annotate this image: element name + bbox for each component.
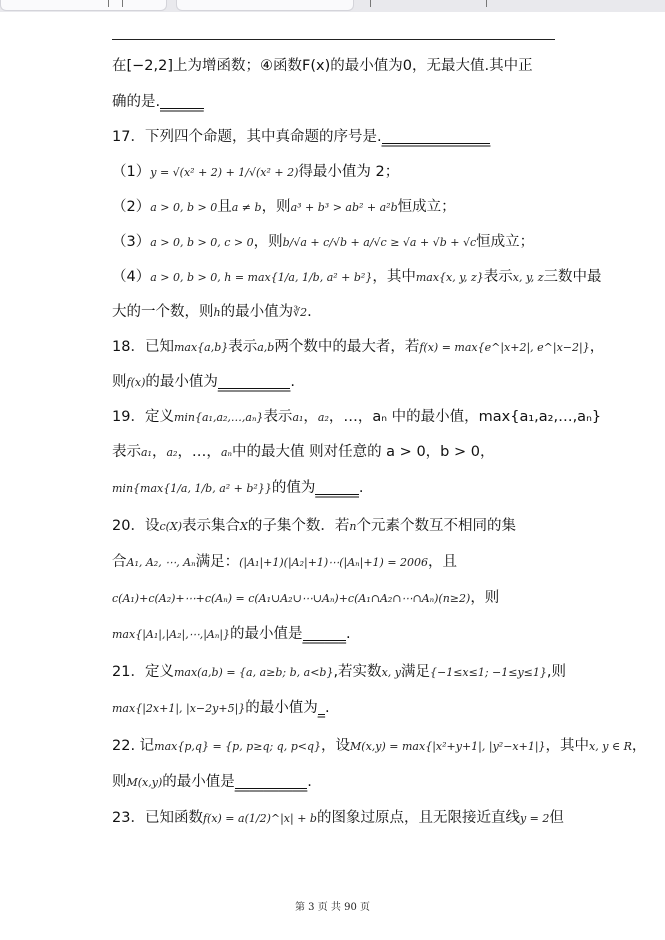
text-line bbox=[112, 337, 605, 358]
text-line bbox=[112, 197, 557, 218]
answer-blank: _ bbox=[317, 702, 326, 718]
text-line bbox=[112, 588, 557, 609]
text-span: 在[−2,2]上为增函数；④函数F(x)的最小值为0，无最大值.其中正 bbox=[112, 58, 533, 74]
answer-blank: __________ bbox=[234, 776, 308, 792]
math-expression: y = √(x² + 2) + 1/√(x² + 2) bbox=[150, 166, 299, 179]
text-span: 表示 bbox=[483, 269, 513, 285]
text-span: 的最小值为 bbox=[145, 374, 218, 390]
text-span: ，则 bbox=[470, 590, 500, 606]
math-expression: aₙ bbox=[220, 446, 232, 459]
text-span: 得最小值为 2； bbox=[298, 164, 400, 180]
text-line bbox=[112, 624, 557, 645]
text-span: . bbox=[307, 304, 312, 320]
text-line bbox=[112, 232, 557, 253]
text-line bbox=[112, 552, 557, 573]
text-span: 表示 bbox=[112, 444, 141, 460]
math-expression: a > 0, b > 0 bbox=[150, 201, 218, 214]
text-span: . bbox=[155, 94, 161, 110]
text-span: 18．已知 bbox=[112, 339, 174, 355]
tab-divider bbox=[370, 0, 371, 7]
text-span: 恒成立； bbox=[476, 234, 535, 250]
text-span: . bbox=[376, 129, 382, 145]
text-span: ，…， bbox=[177, 444, 221, 460]
math-expression: max{|2x+1|, |x−2y+5|} bbox=[112, 702, 246, 715]
math-expression: max{|A₁|,|A₂|,⋯,|Aₙ|} bbox=[112, 628, 231, 641]
text-span: 22. 记 bbox=[112, 738, 155, 754]
text-line bbox=[112, 478, 557, 499]
text-span: ，设 bbox=[321, 738, 351, 754]
text-span: 19．定义 bbox=[112, 409, 174, 425]
header-rule bbox=[112, 39, 555, 40]
answer-blank: ______ bbox=[302, 628, 347, 644]
text-span: 且 bbox=[217, 199, 232, 215]
browser-tab[interactable] bbox=[0, 0, 167, 11]
math-expression: n bbox=[349, 520, 357, 533]
text-span: 中的最大值 则对任意的 a > 0，b > 0， bbox=[231, 444, 495, 460]
text-span: 满足 bbox=[400, 664, 430, 680]
text-span: 三数中最 bbox=[543, 269, 602, 285]
text-span: ，则 bbox=[261, 199, 291, 215]
text-span: 的子集个数．若 bbox=[247, 518, 350, 534]
text-span: （1） bbox=[112, 164, 151, 180]
answer-blank: ______ bbox=[315, 482, 359, 498]
text-span: ，其中 bbox=[372, 269, 416, 285]
text-span: ,若实数 bbox=[333, 664, 382, 680]
text-span: 两个数中的最大者，若 bbox=[274, 339, 420, 355]
text-span: 的最小值为 bbox=[245, 700, 318, 716]
math-expression: a₂ bbox=[317, 411, 329, 424]
tab-divider bbox=[108, 0, 109, 7]
math-expression: x, y, z bbox=[512, 271, 544, 284]
math-expression: a³ + b³ > ab² + a²b bbox=[290, 201, 398, 214]
math-expression: b/√a + c/√b + a/√c ≥ √a + √b + √c bbox=[282, 236, 477, 249]
math-expression: a,b bbox=[257, 341, 275, 354]
math-expression: x, y bbox=[381, 666, 401, 679]
text-span: 合 bbox=[112, 554, 127, 570]
math-expression: y = 2 bbox=[519, 812, 550, 825]
text-span: ， bbox=[631, 738, 647, 754]
text-span: 确的是 bbox=[112, 94, 156, 110]
math-expression: M(x,y) bbox=[126, 776, 163, 789]
document-page bbox=[0, 12, 665, 940]
text-span: 20．设 bbox=[112, 518, 160, 534]
text-span: ，且 bbox=[428, 554, 458, 570]
math-expression: f(x) bbox=[126, 376, 146, 389]
math-expression: c(X) bbox=[159, 520, 183, 533]
math-expression: a ≠ b bbox=[231, 201, 262, 214]
text-span: 21．定义 bbox=[112, 664, 174, 680]
text-span: 个元素个数互不相同的集 bbox=[356, 518, 516, 534]
text-span: （2） bbox=[112, 199, 151, 215]
page-footer: 第 3 页 共 90 页 bbox=[295, 902, 370, 913]
text-line bbox=[112, 267, 602, 288]
text-span: 恒成立； bbox=[397, 199, 456, 215]
text-span: ， bbox=[589, 339, 605, 355]
text-line bbox=[112, 808, 564, 829]
text-span: 的最小值为 bbox=[220, 304, 294, 320]
text-span: 但 bbox=[549, 810, 564, 826]
math-expression: a > 0, b > 0, h = max{1/a, 1/b, a² + b²} bbox=[150, 271, 373, 284]
text-line bbox=[112, 372, 557, 393]
text-line bbox=[112, 442, 557, 463]
text-line bbox=[112, 302, 557, 323]
math-expression: A₁, A₂, ⋯, Aₙ bbox=[126, 556, 196, 569]
text-span: 的图象过原点，且无限接近直线 bbox=[316, 810, 520, 826]
text-span: . bbox=[358, 480, 364, 496]
text-line bbox=[112, 56, 557, 76]
text-span: 表示集合 bbox=[182, 518, 241, 534]
text-span: ，则 bbox=[253, 234, 283, 250]
math-expression: min{a₁,a₂,…,aₙ} bbox=[173, 411, 264, 424]
text-span: ,则 bbox=[546, 664, 567, 680]
math-expression: max{p,q} = {p, p≥q; q, p<q} bbox=[154, 740, 322, 753]
math-expression: max{x, y, z} bbox=[415, 271, 484, 284]
text-span: 的值为 bbox=[271, 480, 316, 496]
text-span: . bbox=[346, 626, 351, 642]
tab-divider bbox=[486, 0, 487, 7]
text-span: （3） bbox=[112, 234, 151, 250]
text-span: 满足： bbox=[195, 554, 240, 570]
math-expression: f(x) = max{e^|x+2|, e^|x−2|} bbox=[419, 341, 590, 354]
math-expression: h bbox=[213, 306, 221, 319]
text-span: 的最小值是 bbox=[162, 774, 235, 790]
answer-blank: _______________ bbox=[381, 131, 491, 147]
answer-blank: __________ bbox=[217, 376, 291, 392]
tab-divider bbox=[122, 0, 123, 7]
text-span: . bbox=[290, 374, 295, 390]
math-expression: min{max{1/a, 1/b, a² + b²}} bbox=[112, 482, 272, 495]
text-span: . bbox=[307, 774, 312, 790]
text-span: 17．下列四个命题，其中真命题的序号是 bbox=[112, 129, 377, 145]
text-span: 的最小值是 bbox=[230, 626, 303, 642]
text-span: 大的一个数，则 bbox=[112, 304, 214, 320]
text-span: 表示 bbox=[263, 409, 293, 425]
text-line bbox=[112, 698, 557, 719]
text-line bbox=[112, 162, 557, 183]
text-span: 则 bbox=[112, 774, 127, 790]
math-expression: M(x,y) = max{|x²+y+1|, |y²−x+1|} bbox=[350, 740, 546, 753]
text-span: ， bbox=[303, 409, 318, 425]
text-line bbox=[112, 407, 602, 428]
browser-tab[interactable] bbox=[176, 0, 354, 11]
math-expression: a₂ bbox=[166, 446, 178, 459]
text-line bbox=[112, 92, 557, 112]
math-expression: max(a,b) = {a, a≥b; b, a<b} bbox=[173, 666, 334, 679]
math-expression: f(x) = a(1/2)^|x| + b bbox=[202, 812, 317, 825]
text-line bbox=[112, 127, 557, 147]
text-span: ，其中 bbox=[545, 738, 590, 754]
text-line bbox=[112, 772, 557, 793]
text-span: . bbox=[325, 700, 330, 716]
text-span: ， bbox=[151, 444, 167, 460]
math-expression: a₁ bbox=[292, 411, 304, 424]
text-line bbox=[112, 736, 647, 757]
answer-blank: ______ bbox=[160, 96, 204, 112]
text-span: 23．已知函数 bbox=[112, 810, 203, 826]
math-expression: max{a,b} bbox=[173, 341, 229, 354]
text-line bbox=[112, 662, 567, 683]
math-expression: x, y ∈ R bbox=[589, 740, 632, 753]
text-span: 则 bbox=[112, 374, 127, 390]
math-expression: {−1≤x≤1; −1≤y≤1} bbox=[429, 666, 547, 679]
math-expression: a > 0, b > 0, c > 0 bbox=[150, 236, 254, 249]
math-expression: (|A₁|+1)(|A₂|+1)⋯(|Aₙ|+1) = 2006 bbox=[239, 556, 429, 569]
text-span: （4） bbox=[112, 269, 151, 285]
math-expression: c(A₁)+c(A₂)+⋯+c(Aₙ) = c(A₁∪A₂∪⋯∪Aₙ)+c(A₁∩A₂∩⋯∩Aₙ)(n≥2) bbox=[112, 592, 471, 605]
text-span: 表示 bbox=[228, 339, 258, 355]
math-expression: ∛2 bbox=[293, 306, 308, 319]
text-span: ，…，aₙ 中的最小值，max{a₁,a₂,…,aₙ} bbox=[328, 409, 602, 425]
math-expression: a₁ bbox=[141, 446, 152, 459]
text-line bbox=[112, 516, 557, 537]
math-expression: X bbox=[240, 520, 248, 533]
